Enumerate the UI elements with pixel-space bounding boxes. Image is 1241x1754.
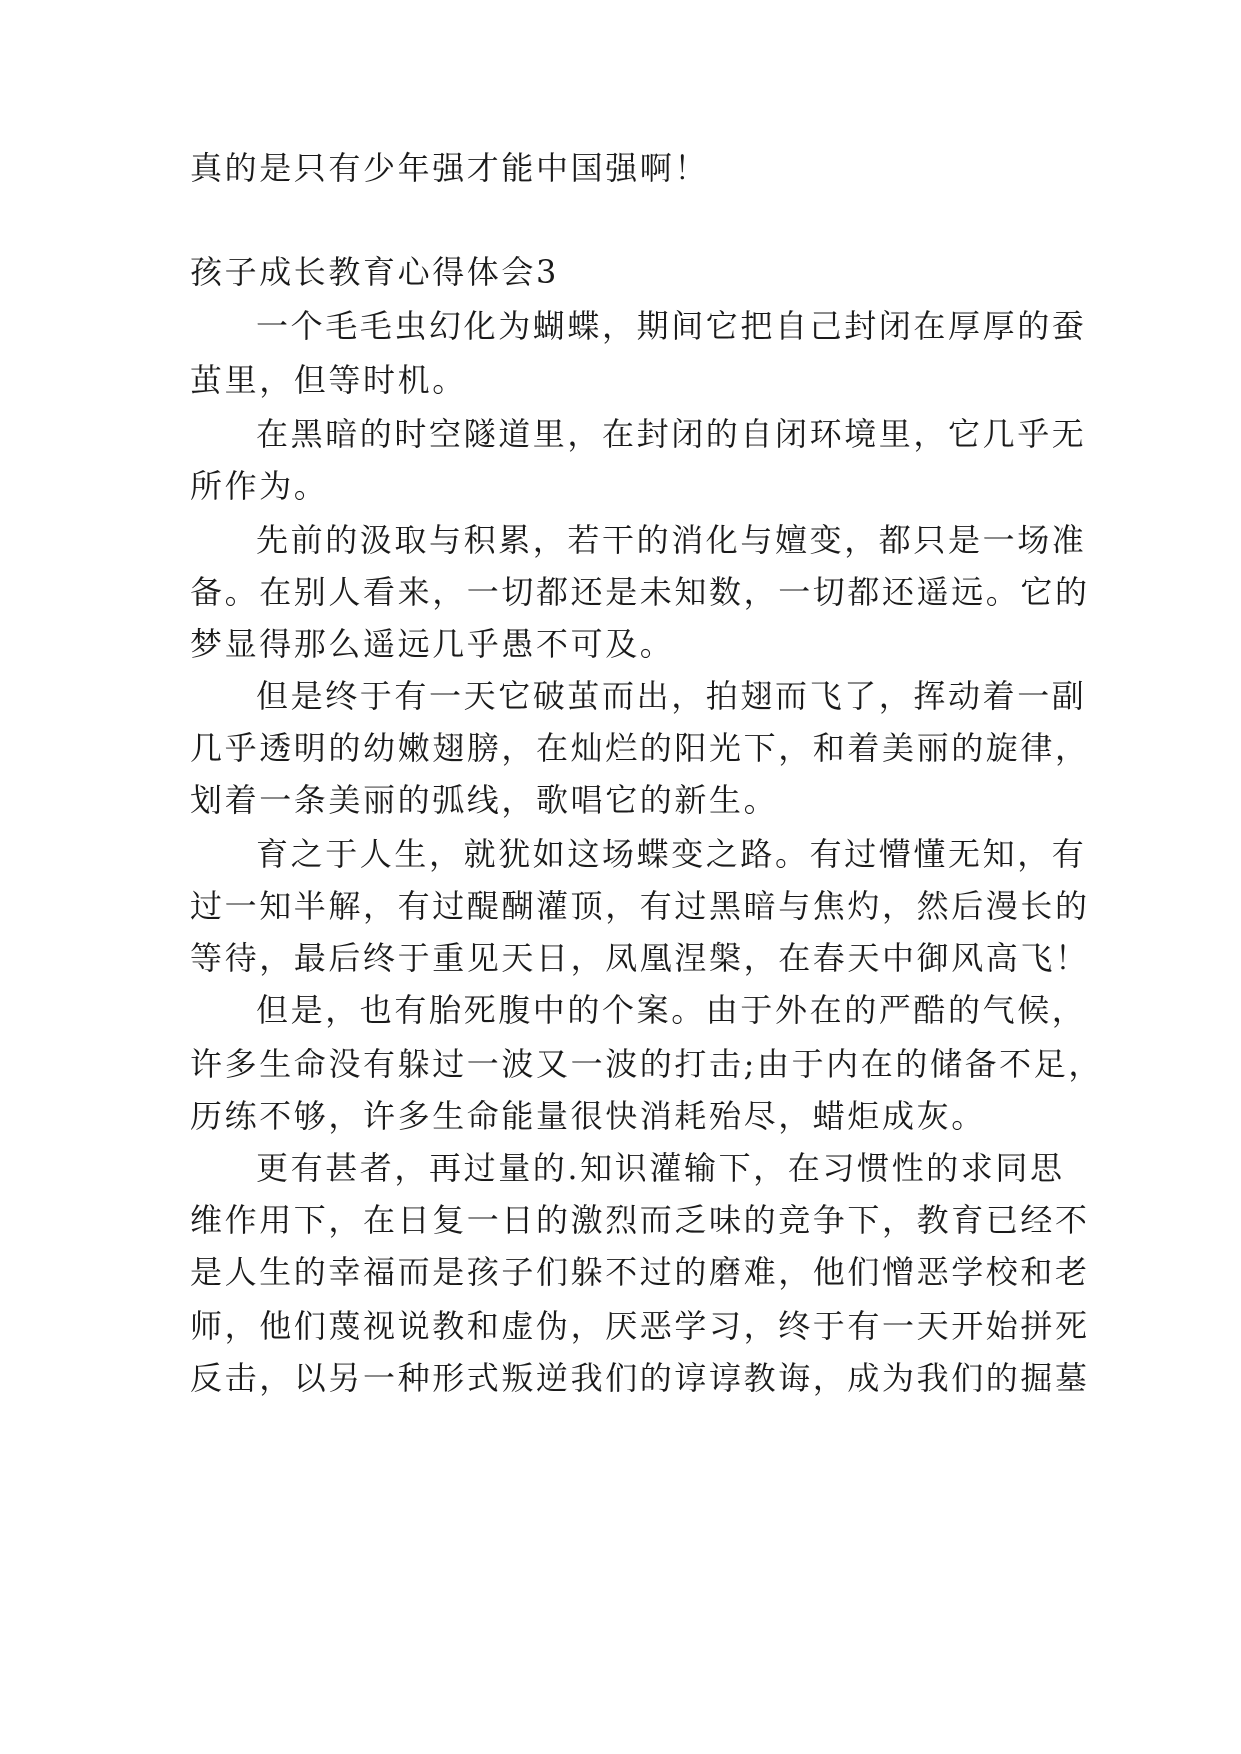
paragraph-line: 反击，以另一种形式叛逆我们的谆谆教诲，成为我们的掘墓 bbox=[190, 1359, 1090, 1397]
paragraph-line: 历练不够，许多生命能量很快消耗殆尽，蜡炬成灰。 bbox=[190, 1097, 986, 1135]
paragraph-line: 几乎透明的幼嫩翅膀，在灿烂的阳光下，和着美丽的旋律， bbox=[190, 729, 1090, 767]
paragraph-line: 所作为。 bbox=[190, 467, 329, 505]
paragraph-line: 在黑暗的时空隧道里，在封闭的自闭环境里，它几乎无 bbox=[256, 415, 1087, 453]
paragraph-line: 许多生命没有躲过一波又一波的打击;由于内在的储备不足， bbox=[190, 1045, 1103, 1083]
paragraph-line: 等待，最后终于重见天日，凤凰涅槃，在春天中御风高飞！ bbox=[190, 939, 1090, 977]
paragraph-line: 师，他们蔑视说教和虚伪，厌恶学习，终于有一天开始拼死 bbox=[190, 1307, 1090, 1345]
paragraph-line: 育之于人生，就犹如这场蝶变之路。有过懵懂无知，有 bbox=[256, 835, 1087, 873]
paragraph-line: 一个毛毛虫幻化为蝴蝶，期间它把自己封闭在厚厚的蚕 bbox=[256, 307, 1087, 345]
section-heading: 孩子成长教育心得体会3 bbox=[190, 253, 559, 291]
paragraph-line: 梦显得那么遥远几乎愚不可及。 bbox=[190, 625, 675, 663]
paragraph-line: 先前的汲取与积累，若干的消化与嬗变，都只是一场准 bbox=[256, 521, 1087, 559]
paragraph-line: 划着一条美丽的弧线，歌唱它的新生。 bbox=[190, 781, 779, 819]
closing-line: 真的是只有少年强才能中国强啊！ bbox=[190, 149, 710, 187]
paragraph-line: 但是，也有胎死腹中的个案。由于外在的严酷的气候， bbox=[256, 991, 1087, 1029]
paragraph-line: 但是终于有一天它破茧而出，拍翅而飞了，挥动着一副 bbox=[256, 677, 1087, 715]
paragraph-line: 茧里，但等时机。 bbox=[190, 361, 467, 399]
paragraph-line: 更有甚者，再过量的.知识灌输下，在习惯性的求同思 bbox=[256, 1149, 1065, 1187]
paragraph-line: 备。在别人看来，一切都还是未知数，一切都还遥远。它的 bbox=[190, 573, 1090, 611]
paragraph-line: 过一知半解，有过醍醐灌顶，有过黑暗与焦灼，然后漫长的 bbox=[190, 887, 1090, 925]
paragraph-line: 是人生的幸福而是孩子们躲不过的磨难，他们憎恶学校和老 bbox=[190, 1253, 1090, 1291]
paragraph-line: 维作用下，在日复一日的激烈而乏味的竞争下，教育已经不 bbox=[190, 1201, 1090, 1239]
